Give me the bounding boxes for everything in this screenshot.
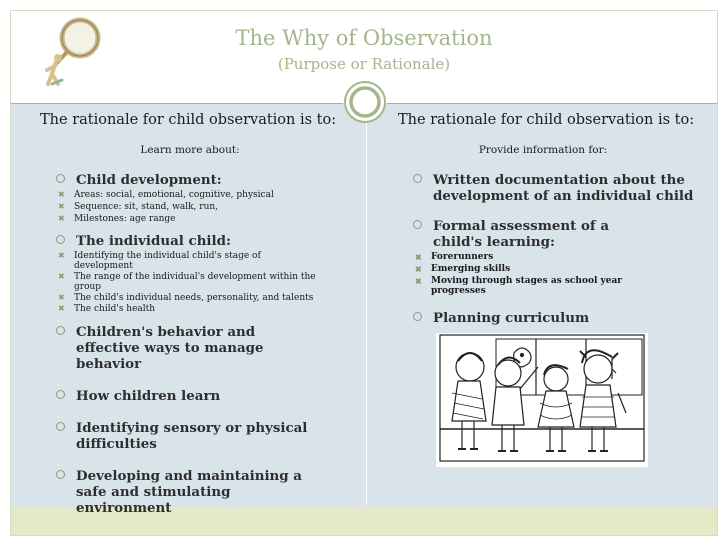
list-item: Formal assessment of a child's learning: <box>411 218 701 250</box>
x-mark-icon: ✖ <box>58 293 65 302</box>
column-divider <box>366 110 367 505</box>
x-mark-icon: ✖ <box>58 202 65 211</box>
sub-list-item: ✖ Milestones: age range <box>58 214 176 224</box>
page-title: The Why of Observation <box>235 26 493 50</box>
page-subtitle: (Purpose or Rationale) <box>277 55 451 73</box>
divider-line-right <box>387 103 717 104</box>
sub-list-item: ✖ Areas: social, emotional, cognitive, physical <box>58 190 274 200</box>
sub-list-item: ✖ Emerging skills <box>415 264 511 274</box>
sub-list-item: ✖ Sequence: sit, stand, walk, run, <box>58 202 219 212</box>
list-item: How children learn <box>54 388 344 404</box>
left-list <box>54 172 344 516</box>
sub-list-item: ✖ Identifying the individual child's stage of development <box>58 251 261 271</box>
list-item: Developing and maintaining a safe and stimulating environment <box>54 468 344 516</box>
sub-list-item: ✖ Forerunners <box>415 252 494 262</box>
list-item: Identifying sensory or physical difficulties <box>54 420 344 452</box>
sub-list-item: ✖ The child's individual needs, personality, and talents <box>58 293 314 303</box>
list-item: Written documentation about the development of an individual child <box>411 172 701 204</box>
x-mark-icon: ✖ <box>415 276 422 286</box>
sub-list-item: ✖ The child's health <box>58 304 156 314</box>
list-item: The individual child: <box>54 233 344 249</box>
right-heading: The rationale for child observation is to: <box>398 112 695 128</box>
list-item: Child development: <box>54 172 344 188</box>
open-circle-icon <box>56 422 65 431</box>
x-mark-icon: ✖ <box>415 252 422 262</box>
x-mark-icon: ✖ <box>58 251 65 260</box>
open-circle-icon <box>413 220 422 229</box>
open-circle-icon <box>413 174 422 183</box>
right-subheading: Provide information for: <box>478 144 608 156</box>
left-subheading: Learn more about: <box>140 144 240 156</box>
children-drawing-illustration <box>436 333 648 467</box>
open-circle-icon <box>56 174 65 183</box>
divider-line-left <box>11 103 343 104</box>
double-circle-icon <box>343 80 387 124</box>
open-circle-icon <box>56 390 65 399</box>
x-mark-icon: ✖ <box>58 272 65 281</box>
open-circle-icon <box>413 312 422 321</box>
list-item: Planning curriculum <box>411 310 701 326</box>
x-mark-icon: ✖ <box>415 264 422 274</box>
x-mark-icon: ✖ <box>58 304 65 313</box>
x-mark-icon: ✖ <box>58 214 65 223</box>
open-circle-icon <box>56 326 65 335</box>
right-list <box>411 172 701 326</box>
list-item: Children's behavior and effective ways to manage behavior <box>54 324 344 372</box>
left-heading: The rationale for child observation is to: <box>40 112 337 128</box>
open-circle-icon <box>56 235 65 244</box>
sub-list-item: ✖ Moving through stages as school year progresses <box>415 276 623 296</box>
x-mark-icon: ✖ <box>58 190 65 199</box>
sub-list-item: ✖ The range of the individual's development within the group <box>58 272 316 292</box>
open-circle-icon <box>56 470 65 479</box>
